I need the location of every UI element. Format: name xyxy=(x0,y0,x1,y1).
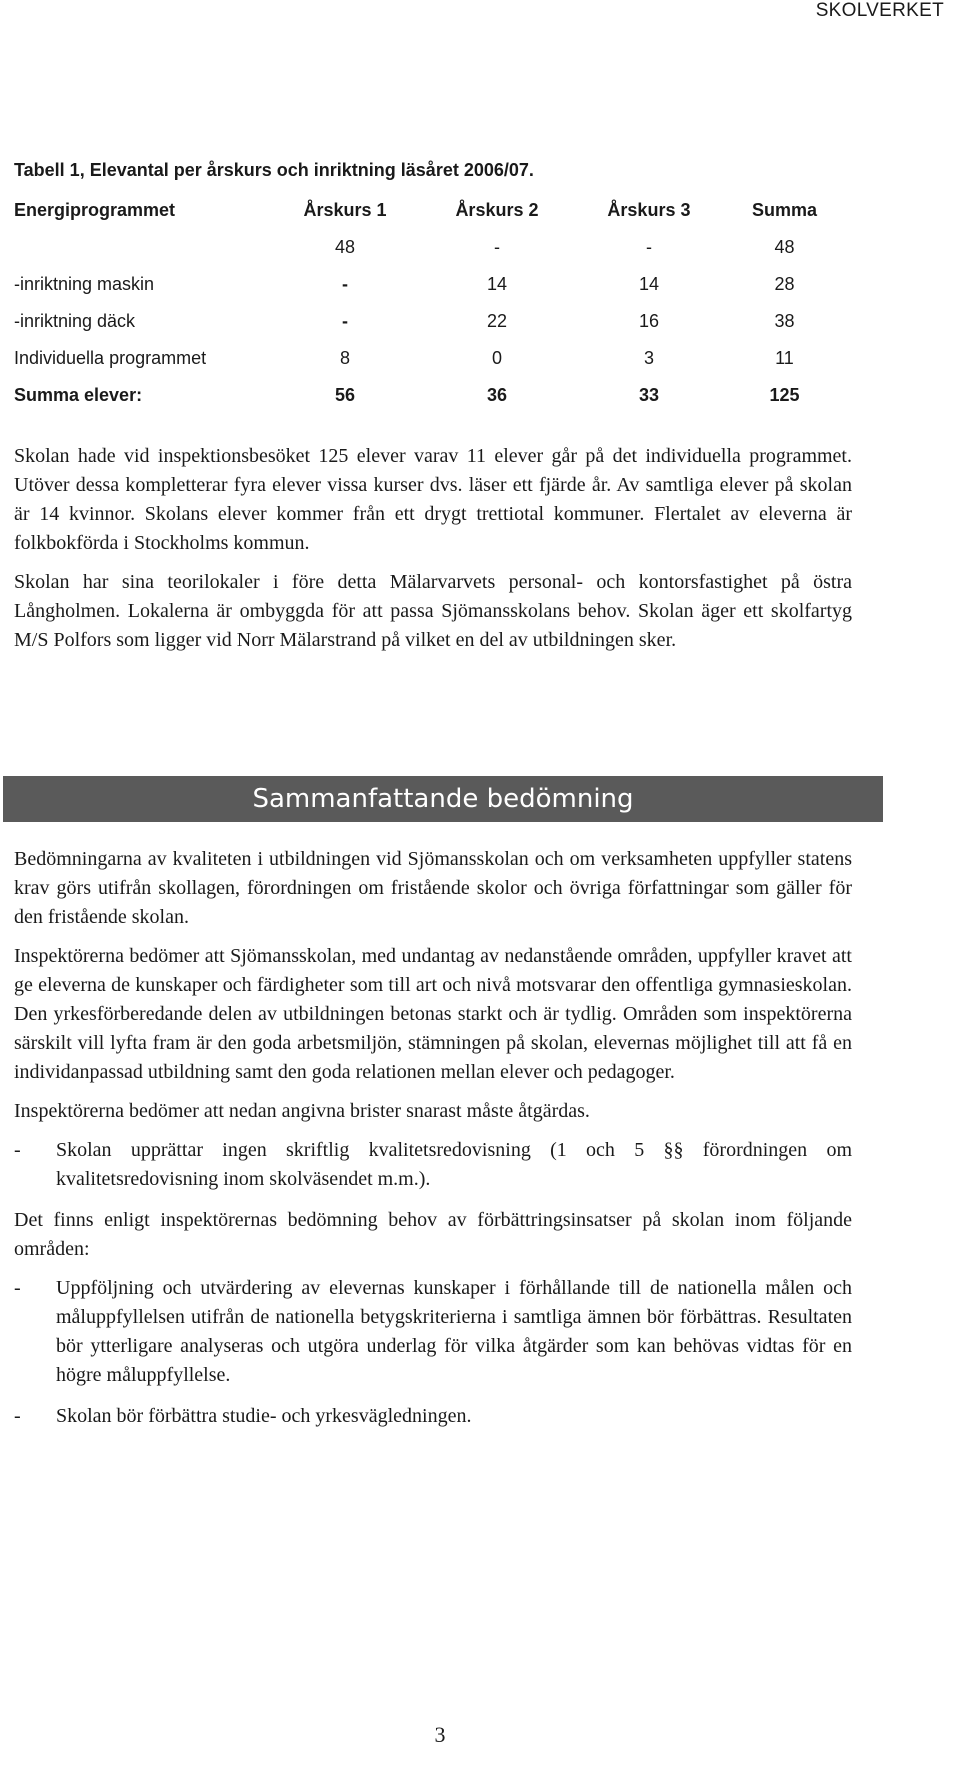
table-cell: - xyxy=(645,237,652,257)
table-cell: -inriktning däck xyxy=(14,311,136,331)
table-cell: 14 xyxy=(638,274,659,294)
assessment-paragraph: Bedömningarna av kvaliteten i utbildningen vid Sjömansskolan och om verksamheten uppfyller statens krav görs utifrån skollagen, förordningen om fristående skolor och övriga författningar som gäller för den fristående skolan. xyxy=(14,848,852,928)
table-cell: 8 xyxy=(339,348,350,368)
table-cell: 14 xyxy=(486,274,507,294)
table-row xyxy=(14,266,844,303)
table-cell: 3 xyxy=(643,348,654,368)
table-cell xyxy=(14,229,269,266)
table-cell: Individuella programmet xyxy=(14,348,207,368)
list-item-text: Skolan bör förbättra studie- och yrkesvägledningen. xyxy=(56,1405,472,1427)
intro-paragraph: Skolan hade vid inspektionsbesöket 125 elever varav 11 elever går på det individuella programmet. Utöver dessa kompletterar fyra elever vissa kurser dvs. läser ett fjärde år. Av samtliga elever på skolan är 14 kvinnor. Skolans elever kommer från ett drygt trettiotal kommuner. Flertalet av eleverna är folkbokförda i Stockholms kommun. xyxy=(14,445,852,554)
table-cell: 22 xyxy=(486,311,507,331)
organization-name: SKOLVERKET xyxy=(815,0,944,21)
column-header: Energiprogrammet xyxy=(14,200,176,220)
list-item xyxy=(14,1274,852,1390)
table-caption: Tabell 1, Elevantal per årskurs och inriktning läsåret 2006/07. xyxy=(14,160,534,180)
column-header: Summa xyxy=(751,200,817,220)
list-item-text: Uppföljning och utvärdering av elevernas kunskaper i förhållande till de nationella målen och måluppfyllelsen utifrån de nationella betygskriterierna i samtliga ämnen bör förbättras. Resultaten bör ytterligare analyseras och utgöra underlag för vilka åtgärder som kan behövas vidtas för en högre måluppfyllelse. xyxy=(56,1277,852,1386)
table-cell: 16 xyxy=(638,311,659,331)
table-row xyxy=(14,303,844,340)
intro-paragraph: Skolan har sina teorilokaler i före detta Mälarvarvets personal- och kontorsfastighet på östra Långholmen. Lokalerna är ombyggda för att passa Sjömansskolans behov. Skolan äger ett skolfartyg M/S Polfors som ligger vid Norr Mälarstrand på vilket en del av utbildningen sker. xyxy=(14,571,852,651)
list-item xyxy=(14,1402,852,1431)
assessment-paragraph: Inspektörerna bedömer att Sjömansskolan, med undantag av nedanstående områden, uppfyller kravet att ge eleverna de kunskaper och färdigheter som till art och nivå motsvarar den offentliga gymnasieskolan. Den yrkesförberedande delen av utbildningen betonas starkt och är tydlig. Områden som inspektörerna särskilt vill lyfta fram är den goda arbetsmiljön, stämningen på skolan, elevernas möjlighet till att få en individanpassad utbildning samt den goda relationen mellan elever och pedagoger. xyxy=(14,945,852,1083)
table-total-row xyxy=(14,377,844,414)
table-cell: -inriktning maskin xyxy=(14,274,155,294)
student-count-table xyxy=(14,192,844,414)
page-number: 3 xyxy=(434,1722,446,1747)
column-header: Årskurs 2 xyxy=(455,200,539,220)
list-dash: - xyxy=(14,1139,21,1161)
table-cell: 0 xyxy=(491,348,502,368)
assessment-text xyxy=(14,845,852,1443)
table-cell: 11 xyxy=(775,348,794,368)
assessment-paragraph: Det finns enligt inspektörernas bedömning behov av förbättringsinsatser på skolan inom följande områden: xyxy=(14,1209,852,1260)
table-cell: - xyxy=(493,237,500,257)
assessment-paragraph: Inspektörerna bedömer att nedan angivna brister snarast måste åtgärdas. xyxy=(14,1100,590,1122)
table-header-row xyxy=(14,192,844,229)
list-dash: - xyxy=(14,1405,21,1427)
table-cell: 48 xyxy=(334,237,355,257)
table-cell: Summa elever: xyxy=(14,385,143,405)
intro-text xyxy=(14,442,852,665)
table-row xyxy=(14,229,844,266)
table-cell: 56 xyxy=(334,385,355,405)
table-row xyxy=(14,340,844,377)
table-cell: 36 xyxy=(486,385,507,405)
table-cell: - xyxy=(341,274,348,294)
list-item xyxy=(14,1136,852,1194)
column-header: Årskurs 1 xyxy=(303,200,387,220)
table-cell: 125 xyxy=(769,385,800,405)
table-cell: 28 xyxy=(774,274,795,294)
table-cell: 33 xyxy=(638,385,659,405)
list-dash: - xyxy=(14,1277,21,1299)
table-cell: 48 xyxy=(774,237,795,257)
column-header: Årskurs 3 xyxy=(607,200,691,220)
table-cell: 38 xyxy=(774,311,795,331)
section-heading: Sammanfattande bedömning xyxy=(3,776,883,822)
table-cell: - xyxy=(341,311,348,331)
list-item-text: Skolan upprättar ingen skriftlig kvalitetsredovisning (1 och 5 §§ förordningen om kvalitetsredovisning inom skolväsendet m.m.). xyxy=(56,1139,852,1190)
